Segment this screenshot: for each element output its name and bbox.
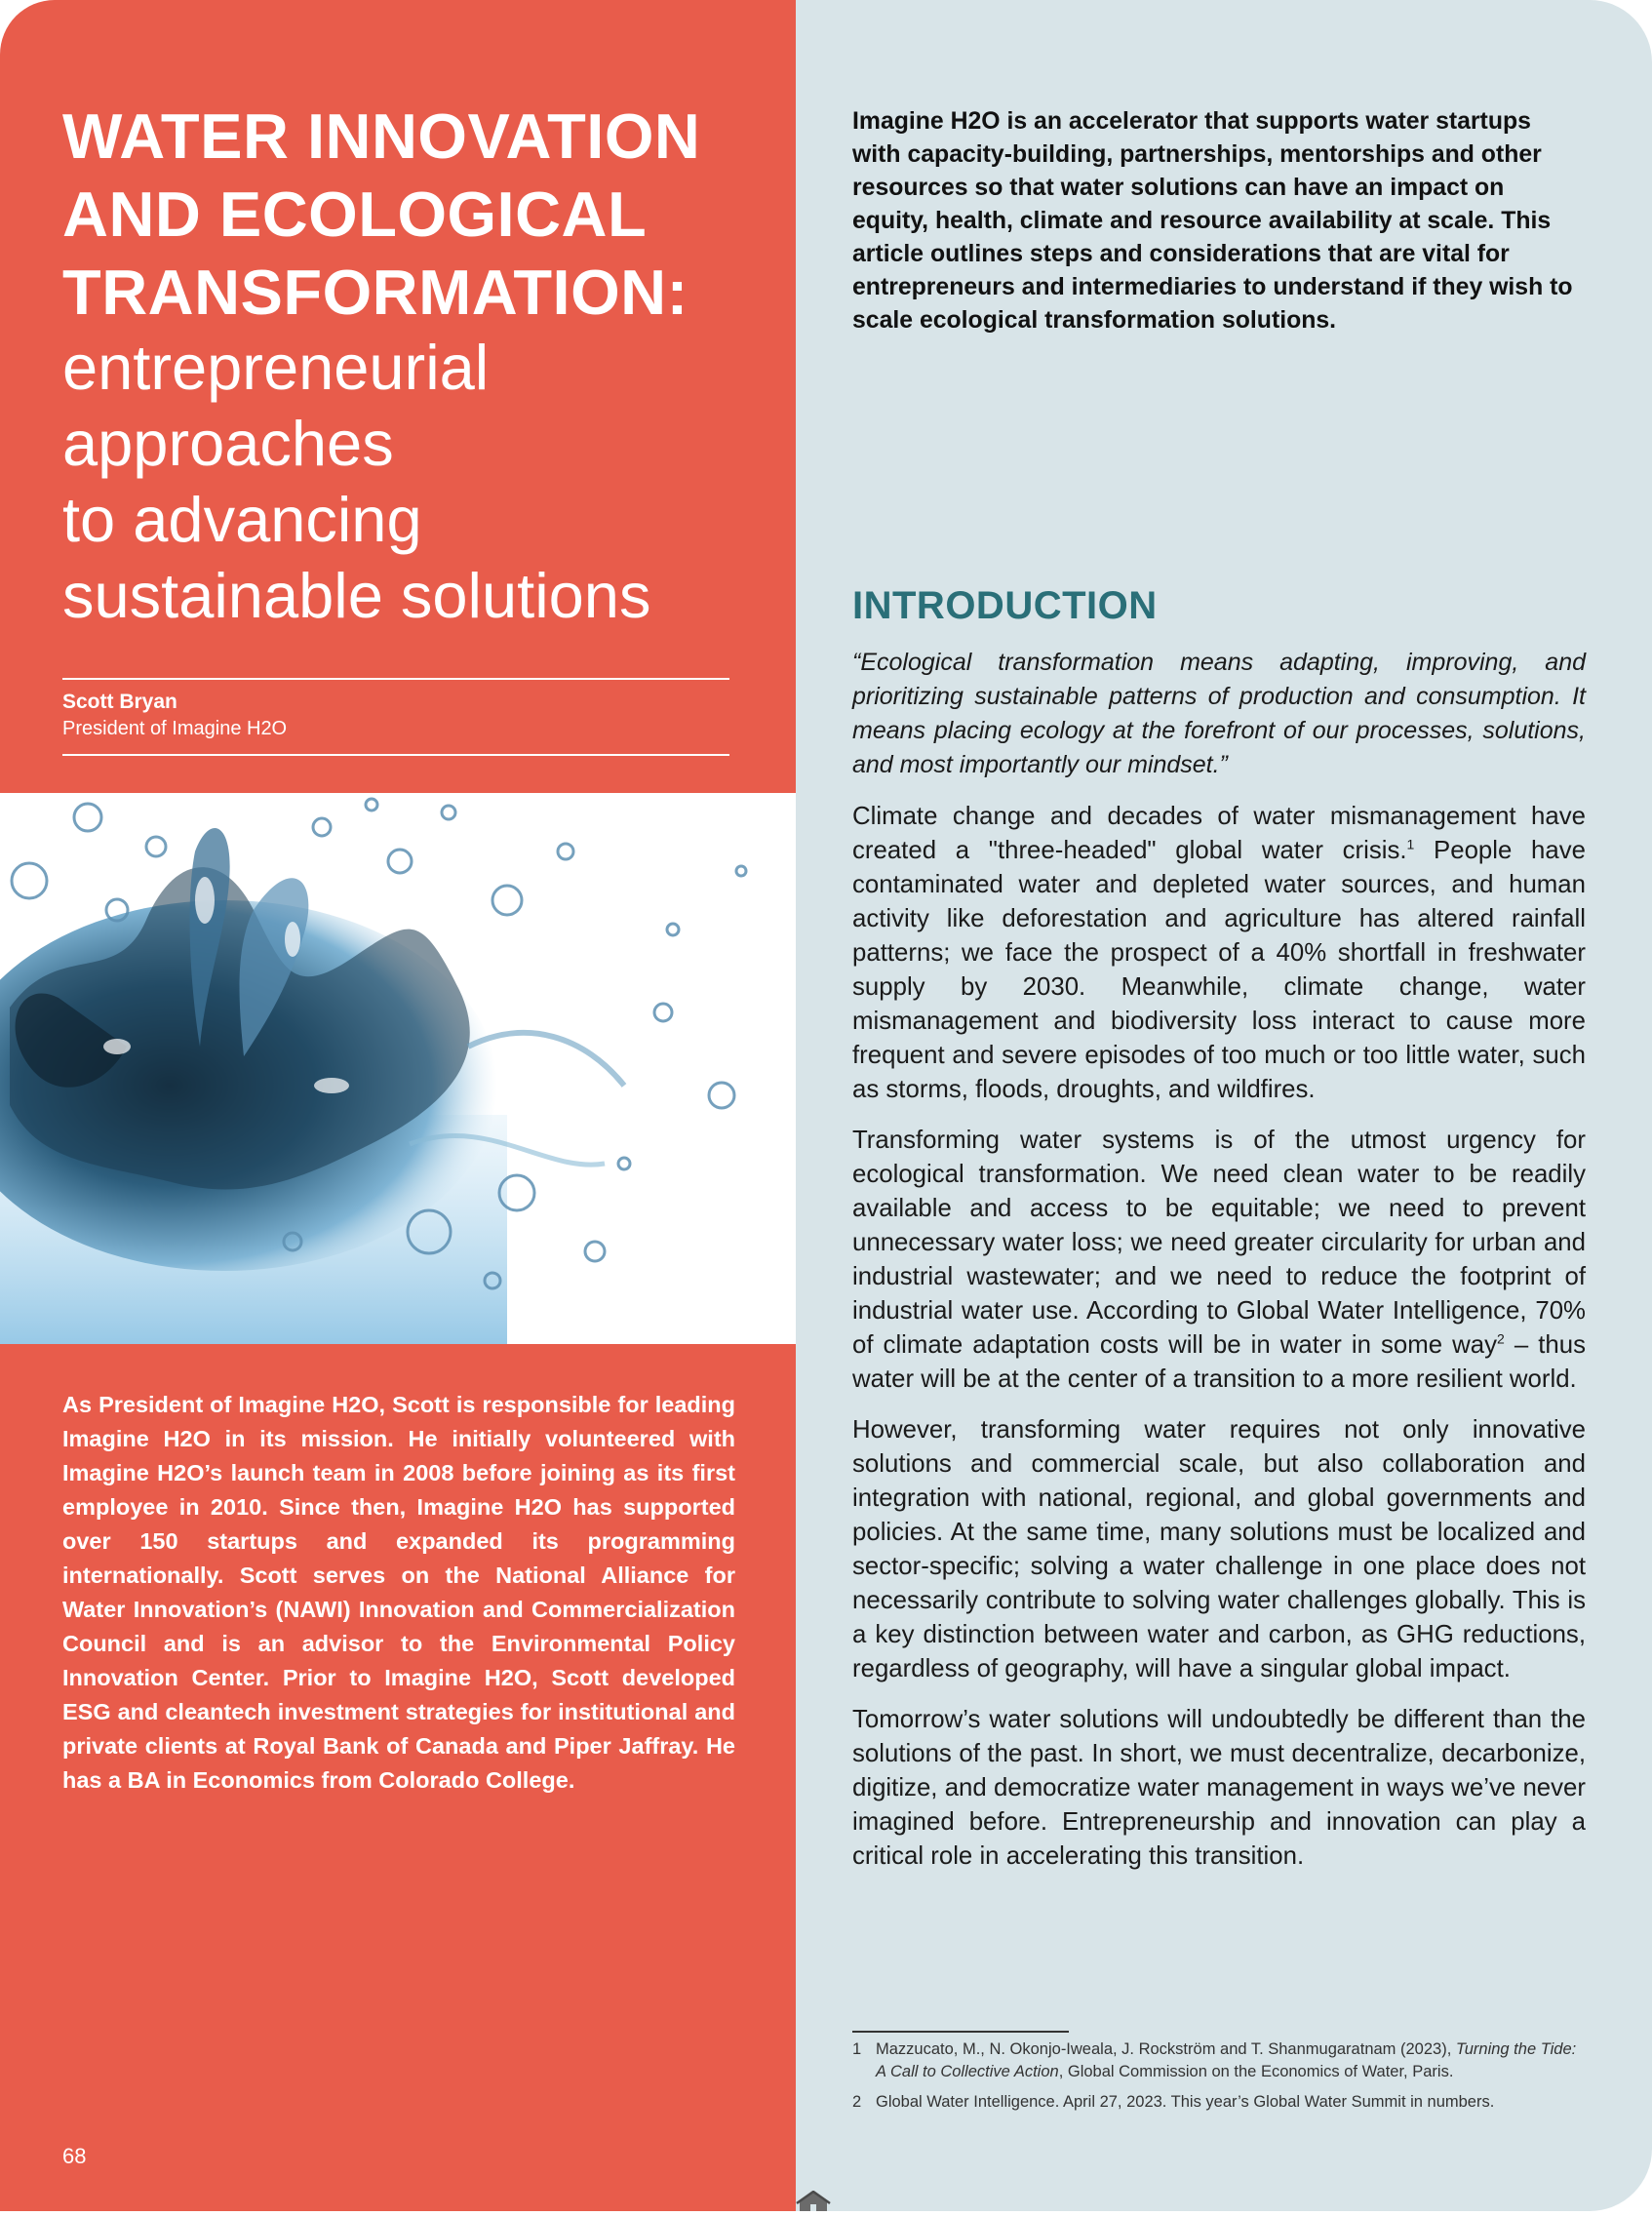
body-paragraph: Tomorrow’s water solutions will undoubtedly be different than the solutions of the past. In short, we must decentralize, decarbonize, digitize, and democratize water management in ways we’ve never imagined before. Entrepreneurship and innovation can play a critical role in accelerating this transition. xyxy=(852,1706,1586,1870)
footnotes xyxy=(852,2038,1586,2121)
paragraph-text: Transforming water systems is of the utmost urgency for ecological transformation. We need clean water to be readily available and access to be equitable; we need to prevent unnecessary water loss; we need greater circularity for urban and industrial wastewater; and we need to reduce the footprint of industrial water use. According to Global Water Intelligence, 70% of climate adaptation costs will be in water in some way xyxy=(852,1127,1586,1359)
footnote-ref[interactable]: 2 xyxy=(1497,1330,1505,1347)
page-number: 68 xyxy=(62,2144,87,2168)
section-heading: INTRODUCTION xyxy=(852,584,1158,627)
footnote xyxy=(852,2038,1586,2083)
pull-quote: “Ecological transformation means adapting, improving, and prioritizing sustainable patterns of production and consumption. It means placing ecology at the forefront of our processes, solutions, and most importantly our mindset.” xyxy=(852,649,1586,778)
footnote xyxy=(852,2091,1586,2114)
footnote-number: 2 xyxy=(852,2093,862,2111)
footnote-text-part: Mazzucato, M., N. Okonjo-Iweala, J. Rockström and T. Shanmugaratnam (2023), xyxy=(876,2040,1456,2058)
paragraph-text: People have contaminated water and depleted water sources, and human activity like deforestation and agriculture has altered rainfall patterns; we face the prospect of a 40% shortfall in freshwater supply by 2030. Meanwhile, climate change, water mismanagement and biodiversity loss interact to cause more frequent and severe episodes of too much or too little water, such as storms, floods, droughts, and wildfires. xyxy=(852,837,1586,1103)
author-name: Scott Bryan xyxy=(62,691,177,713)
subtitle-line: approaches xyxy=(62,408,394,479)
author-bio: As President of Imagine H2O, Scott is responsible for leading Imagine H2O in its mission. He initially volunteered with Imagine H2O’s launch team in 2008 before joining as its first employee in 2010. Since then, Imagine H2O has supported over 150 startups and expanded its programming internationally. Scott serves on the National Alliance for Water Innovation’s (NAWI) Innovation and Commercialization Council and is an advisor to the Environmental Policy Innovation Center. Prior to Imagine H2O, Scott developed ESG and cleantech investment strategies for institutional and private clients at Royal Bank of Canada and Piper Jaffray. He has a BA in Economics from Colorado College. xyxy=(62,1392,735,1793)
body-text xyxy=(852,800,1586,1890)
article-title xyxy=(62,98,765,332)
footnote-rule xyxy=(852,2031,1069,2033)
body-paragraph: However, transforming water requires not only innovative solutions and commercial scale, but also collaboration and integration with national, regional, and global governments and policies. At the same time, many solutions must be localized and sector-specific; solving a water challenge in one place does not necessarily contribute to solving water challenges globally. This is a key distinction between water and carbon, as GHG reductions, regardless of geography, will have a singular global impact. xyxy=(852,1416,1586,1682)
paragraph-text: Climate change and decades of water mismanagement have created a "three-headed" global water crisis. xyxy=(852,803,1586,864)
footnote-title: Turning the Tide: A Call to Collective Action xyxy=(876,2040,1577,2080)
footnote-text xyxy=(876,2038,1586,2083)
subtitle-line: to advancing xyxy=(62,484,422,555)
author-role: President of Imagine H2O xyxy=(62,718,288,739)
footnote-ref[interactable]: 1 xyxy=(1406,836,1415,852)
article-subtitle xyxy=(62,330,765,634)
subtitle-line: sustainable solutions xyxy=(62,560,651,631)
title-line: TRANSFORMATION: xyxy=(62,257,688,328)
author-rule-top xyxy=(62,678,729,680)
body-paragraph xyxy=(852,800,1586,1107)
intro-summary: Imagine H2O is an accelerator that supports water startups with capacity-building, partnerships, mentorships and other resources so that water solutions can have an impact on equity, health, climate and resource availability at scale. This article outlines steps and considerations that are vital for entrepreneurs and intermediaries to understand if they wish to scale ecological transformation solutions. xyxy=(852,108,1573,334)
footnote-text-part: , Global Commission on the Economics of Water, Paris. xyxy=(1058,2063,1454,2080)
subtitle-line: entrepreneurial xyxy=(62,332,490,403)
left-panel xyxy=(0,0,796,2211)
title-line: AND ECOLOGICAL xyxy=(62,178,648,250)
paragraph-text: – thus water will be at the center of a transition to a more resilient world. xyxy=(852,1331,1586,1393)
footnote-number: 1 xyxy=(852,2040,862,2058)
body-paragraph xyxy=(852,1124,1586,1397)
home-icon[interactable] xyxy=(796,2191,831,2211)
water-splash-photo xyxy=(0,793,796,1344)
footnote-text: Global Water Intelligence. April 27, 2023. This year’s Global Water Summit in numbers. xyxy=(876,2093,1495,2111)
title-line: WATER INNOVATION xyxy=(62,100,701,172)
author-rule-bottom xyxy=(62,754,729,756)
